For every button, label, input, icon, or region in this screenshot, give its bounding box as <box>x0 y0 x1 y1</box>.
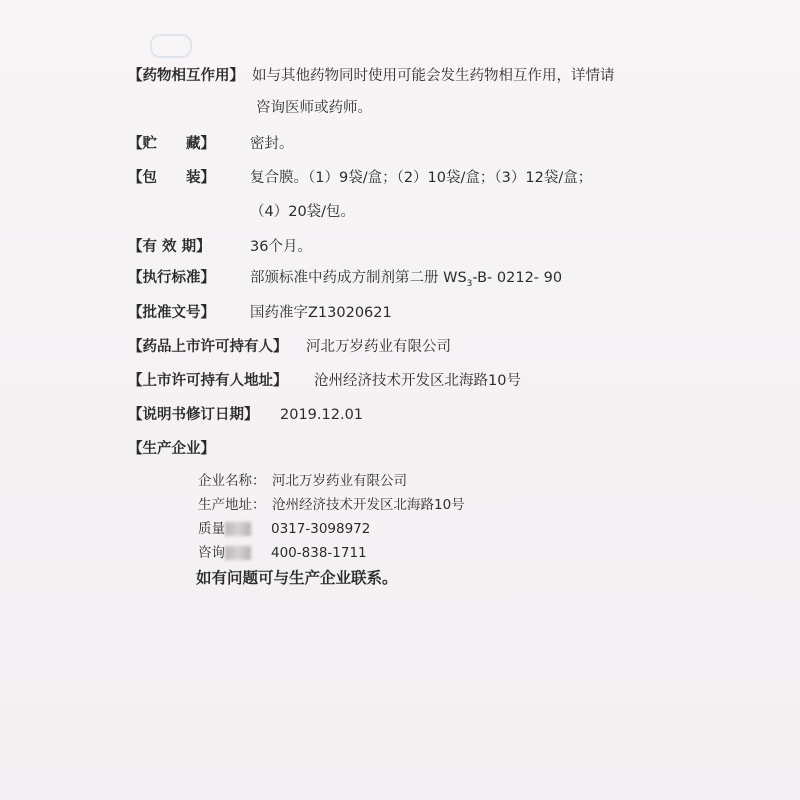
consult-phone: 400-838-1711 <box>271 545 367 561</box>
standard-value-subscript: 3 <box>466 278 473 289</box>
validity-row <box>128 237 312 257</box>
manufacturer-row <box>128 439 215 459</box>
consult-phone-line <box>198 544 367 562</box>
manufacturer-address-key: 生产地址： <box>198 497 266 513</box>
approval-label: 【批准文号】 <box>128 305 215 321</box>
package-row-2 <box>250 202 355 222</box>
revision-value: 2019.12.01 <box>280 407 364 423</box>
revision-row <box>128 405 363 425</box>
validity-label: 【有 效 期】 <box>128 239 211 255</box>
manufacturer-name-key: 企业名称： <box>198 473 266 489</box>
quality-phone: 0317-3098972 <box>271 521 371 537</box>
approval-row <box>128 303 392 323</box>
interaction-row-2 <box>256 98 372 118</box>
manufacturer-name-value: 河北万岁药业有限公司 <box>272 473 407 489</box>
storage-value: 密封。 <box>250 136 294 152</box>
manufacturer-address-value: 沧州经济技术开发区北海路10号 <box>272 497 465 513</box>
validity-value: 36个月。 <box>250 239 312 255</box>
holder-label: 【药品上市许可持有人】 <box>128 339 288 355</box>
package-text-2: （4）20袋/包。 <box>250 204 356 220</box>
redacted-mark <box>225 522 251 536</box>
manufacturer-label: 【生产企业】 <box>128 441 215 457</box>
standard-label: 【执行标准】 <box>128 270 215 286</box>
bleed-through-badge <box>150 34 192 58</box>
holder-address-label: 【上市许可持有人地址】 <box>128 373 288 389</box>
redacted-mark <box>225 546 251 560</box>
package-label: 【包 装】 <box>128 170 215 186</box>
package-text-1: 复合膜。（1）9袋/盒；（2）10袋/盒；（3）12袋/盒； <box>250 170 593 186</box>
holder-row <box>128 337 451 357</box>
revision-label: 【说明书修订日期】 <box>128 407 259 423</box>
interaction-text-1: 如与其他药物同时使用可能会发生药物相互作用，详情请 <box>252 68 615 84</box>
quality-key: 质量 <box>198 521 225 537</box>
consult-key: 咨询 <box>198 545 225 561</box>
standard-row <box>128 268 562 294</box>
contact-note: 如有问题可与生产企业联系。 <box>196 569 398 587</box>
holder-address-value: 沧州经济技术开发区北海路10号 <box>314 373 521 389</box>
holder-address-row <box>128 371 521 391</box>
storage-row <box>128 134 294 154</box>
quality-phone-line <box>198 520 370 538</box>
interaction-text-2: 咨询医师或药师。 <box>256 100 372 116</box>
holder-value: 河北万岁药业有限公司 <box>306 339 451 355</box>
bleed-through-text <box>560 82 577 133</box>
approval-value: 国药准字Z13020621 <box>250 305 392 321</box>
standard-value-prefix: 部颁标准中药成方制剂第二册 WS <box>250 270 467 286</box>
storage-label: 【贮 藏】 <box>128 136 215 152</box>
standard-value-suffix: -B- 0212- 90 <box>472 270 563 286</box>
interaction-label: 【药物相互作用】 <box>128 68 244 84</box>
interaction-row <box>128 66 615 86</box>
package-row <box>128 168 592 188</box>
manufacturer-name-line <box>198 472 407 490</box>
manufacturer-address-line <box>198 496 465 514</box>
